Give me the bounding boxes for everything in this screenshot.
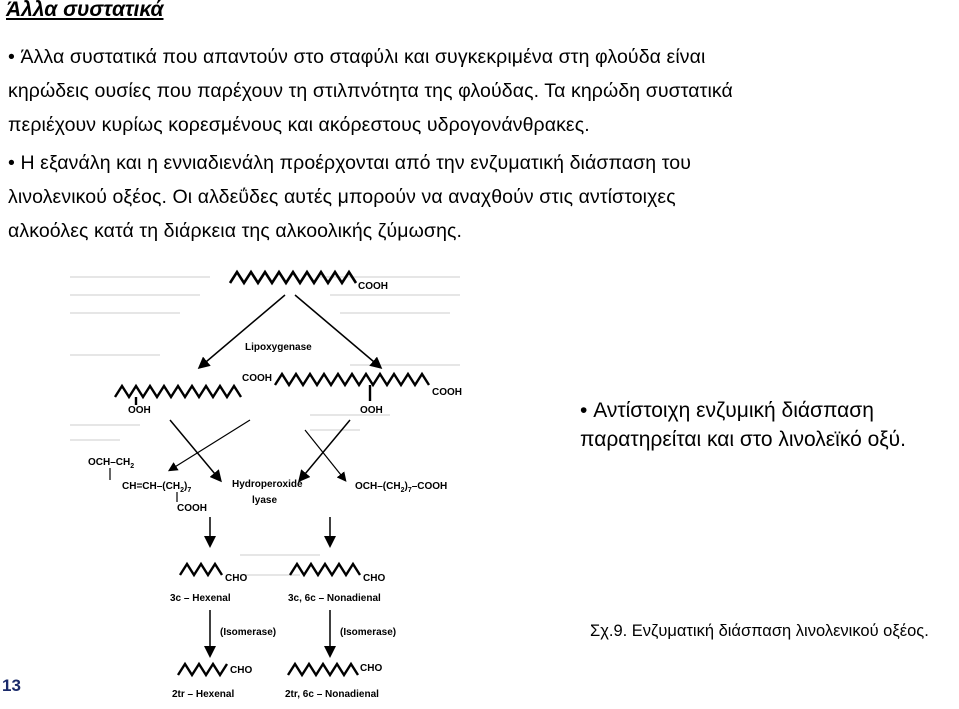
nonadienal-3c6c-label: 3c, 6c – Nonadienal <box>288 593 381 604</box>
bullet-waxes <box>8 40 733 142</box>
cooh-label: COOH <box>358 281 388 292</box>
cho-label: CHO <box>360 663 383 674</box>
ooh-label: OOH <box>128 405 151 416</box>
och-ch2-label: OCH–$CH_2$ <box>88 457 135 470</box>
figure-caption: Σχ.9. Ενζυματική διάσπαση λινολενικού οξέος. <box>590 622 929 640</box>
cho-label: CHO <box>225 573 248 584</box>
hydroperoxide-left-structure <box>115 386 241 405</box>
cooh-label: COOH <box>177 503 207 514</box>
cooh-label: COOH <box>242 373 272 384</box>
linolenic-acid-structure <box>230 272 356 283</box>
slide-title: Άλλα συστατικά <box>6 0 164 21</box>
side-note-text: • Αντίστοιχη ενζυμική διάσπαση παρατηρείται και στο λινολεϊκό οξύ. <box>580 399 906 451</box>
arrow <box>305 430 345 480</box>
slide-number: 13 <box>2 676 21 695</box>
och-chain-label: OCH–$(CH_2)_7$–COOH <box>355 481 448 494</box>
ooh-label: OOH <box>360 405 383 416</box>
nonadienal-2tr6c-label: 2tr, 6c – Nonadienal <box>285 689 379 700</box>
background-ghost-text <box>70 277 460 575</box>
hexenal-3c-label: 3c – Hexenal <box>170 593 231 604</box>
bullet-line: • Η εξανάλη και η εννιαδιενάλη προέρχονται από την ενζυματική διάσπαση του <box>8 146 691 180</box>
hexenal-2tr-label: 2tr – Hexenal <box>172 689 235 700</box>
bullet-line: • Άλλα συστατικά που απαντούν στο σταφύλι και συγκεκριμένα στη φλούδα είναι <box>8 40 733 74</box>
arrow <box>170 420 220 480</box>
cho-label: CHO <box>363 573 386 584</box>
isomerase-label: (Isomerase) <box>220 627 277 638</box>
lyase-label: Hydroperoxide <box>232 479 303 490</box>
linolenic-pathway-diagram <box>60 255 480 705</box>
lipoxygenase-label: Lipoxygenase <box>245 342 312 353</box>
arrow <box>170 420 250 470</box>
side-note <box>580 396 950 454</box>
cooh-label: COOH <box>432 387 462 398</box>
oxo-acid-left-structure <box>88 457 207 514</box>
arrow <box>300 420 350 480</box>
nonadienal-2tr6c-structure <box>288 664 358 675</box>
ch-chain-label: $CH=CH-(CH_2)_7$ <box>122 481 192 494</box>
bullet-line: λινολενικού οξέος. Οι αλδεΰδες αυτές μπορούν να αναχθούν στις αντίστοιχες <box>8 186 676 208</box>
isomerase-label: (Isomerase) <box>340 627 397 638</box>
nonadienal-3c6c-structure <box>290 564 360 575</box>
arrow <box>295 295 380 367</box>
hexenal-3c-structure <box>180 564 222 575</box>
arrow <box>200 295 285 367</box>
lyase-label: lyase <box>252 495 278 506</box>
bullet-line: αλκοόλες κατά τη διάρκεια της αλκοολικής ζύμωσης. <box>8 220 463 242</box>
bullet-line: κηρώδεις ουσίες που παρέχουν τη στιλπνότητα της φλούδας. Τα κηρώδη συστατικά <box>8 80 733 102</box>
bullet-line: περιέχουν κυρίως κορεσμένους και ακόρεστους υδρογονάνθρακες. <box>8 114 590 136</box>
hexenal-2tr-structure <box>178 664 227 675</box>
hydroperoxide-right-structure <box>275 374 429 401</box>
cho-label: CHO <box>230 665 253 676</box>
bullet-hexenal <box>8 146 691 248</box>
